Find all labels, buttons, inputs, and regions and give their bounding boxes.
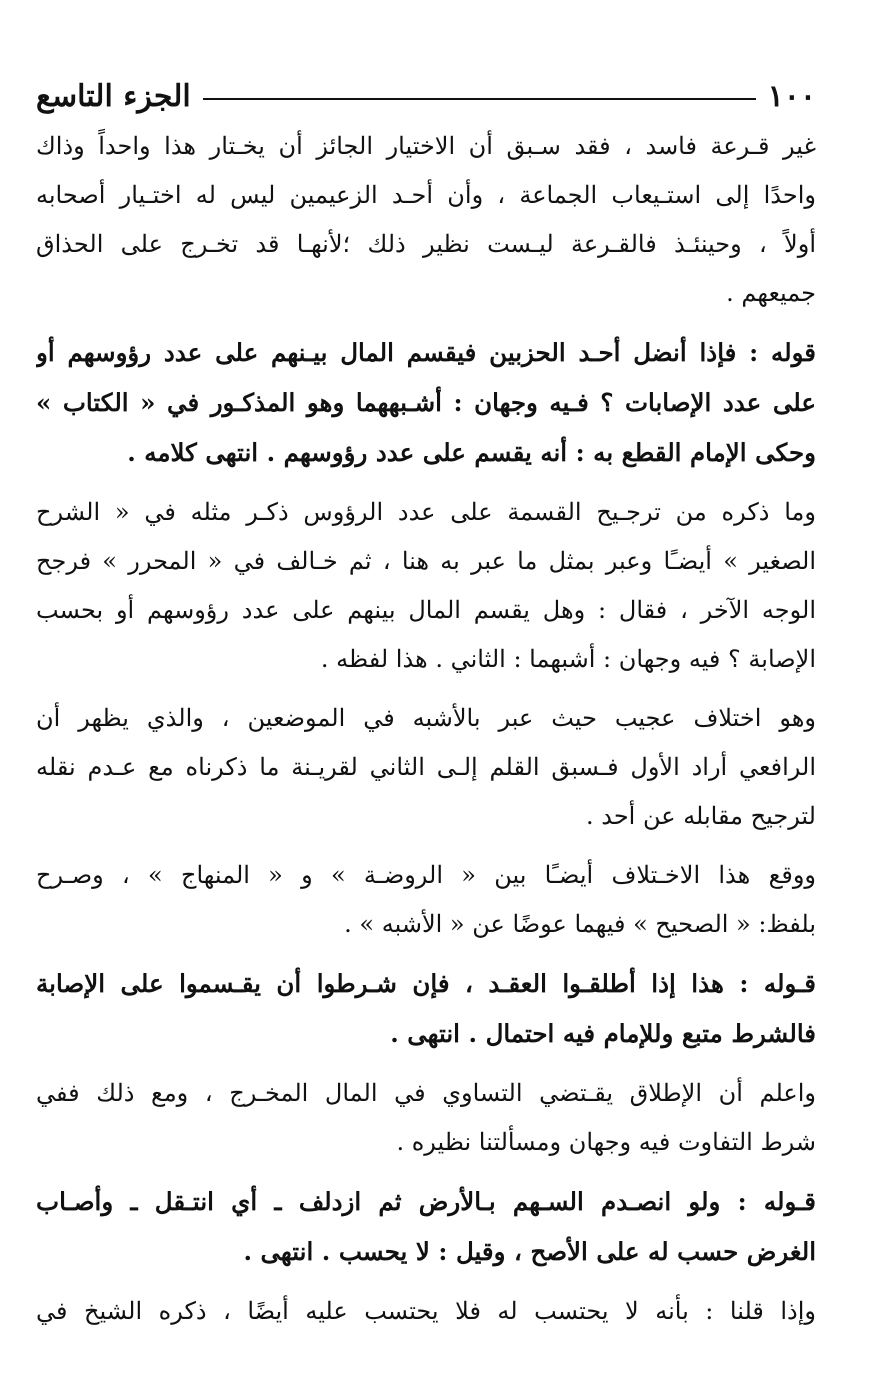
quote-line: فالشرط متبع وللإمام فيه احتمال . انتهى . — [390, 1019, 816, 1048]
page-number: ١٠٠ — [767, 78, 816, 114]
quote-paragraph — [36, 1177, 816, 1277]
text-line: لترجيح مقابله عن أحد . — [585, 802, 816, 830]
paragraph — [36, 1069, 816, 1167]
quote-line: قـوله : ولو انصـدم السـهم بـالأرض ثم ازدلف ـ أي انتـقل ـ وأصـاب — [36, 1187, 816, 1216]
part-title: الجزء التاسع — [36, 78, 191, 114]
text-line: وما ذكره من ترجـيح القسمة على عدد الرؤوس ذكـر مثله في « الشرح — [36, 498, 816, 526]
quote-line: قـوله : هذا إذا أطلقـوا العقـد ، فإن شـرطوا أن يقـسموا على الإصابة — [36, 969, 816, 998]
quote-paragraph — [36, 328, 816, 478]
text-line: ووقع هذا الاخـتلاف أيضـًا بين « الروضـة » و « المنهاج » ، وصـرح — [36, 861, 816, 889]
quote-paragraph — [36, 959, 816, 1059]
text-line: واعلم أن الإطلاق يقـتضي التساوي في المال المخـرج ، ومع ذلك ففي — [36, 1079, 816, 1107]
text-line: وهو اختلاف عجيب حيث عبر بالأشبه في الموضعين ، والذي يظهر أن — [36, 704, 816, 732]
text-line: أولاً ، وحينئـذ فالقـرعة ليـست نظير ذلك ؛لأنهـا قد تخـرج على الحذاق — [36, 230, 816, 258]
paragraph — [36, 122, 816, 318]
text-line: وإذا قلنا : بأنه لا يحتسب له فلا يحتسب عليه أيضًا ، ذكره الشيخ في — [36, 1297, 816, 1325]
quote-line: على عدد الإصابات ؟ فـيه وجهان : أشـبههما وهو المذكـور في « الكتاب » — [36, 388, 816, 417]
text-line: بلفظ: « الصحيح » فيهما عوضًا عن « الأشبه » . — [344, 910, 816, 938]
quote-line: قوله : فإذا أنضل أحـد الحزبين فيقسم المال بيـنهم على عدد رؤوسهم أو — [36, 338, 816, 367]
text-line: الإصابة ؟ فيه وجهان : أشبهما : الثاني . هذا لفظه . — [320, 645, 816, 673]
paragraph — [36, 694, 816, 841]
text-line: واحدًا إلى استـيعاب الجماعة ، وأن أحـد الزعيمين ليس له اختـيار أصحابه — [36, 181, 816, 209]
quote-line: الغرض حسب له على الأصح ، وقيل : لا يحسب . انتهى . — [243, 1237, 816, 1266]
paragraph — [36, 851, 816, 949]
quote-line: وحكى الإمام القطع به : أنه يقسم على عدد رؤوسهم . انتهى كلامه . — [127, 438, 816, 467]
text-line: شرط التفاوت فيه وجهان ومسألتنا نظيره . — [396, 1128, 816, 1156]
header-rule — [203, 98, 756, 100]
text-line: جميعهم . — [726, 279, 816, 307]
paragraph — [36, 488, 816, 684]
running-header — [36, 70, 816, 122]
text-line: الرافعي أراد الأول فـسبق القلم إلـى الثاني لقريـنة ما ذكرناه مع عـدم نقله — [36, 753, 816, 781]
text-line: الصغير » أيضـًا وعبر بمثل ما عبر به هنا ، ثم خـالف في « المحرر » فرجح — [36, 547, 816, 575]
paragraph — [36, 1287, 816, 1336]
text-line: غير قـرعة فاسد ، فقد سـبق أن الاختيار الجائز أن يخـتار هذا واحداً وذاك — [36, 132, 816, 160]
document-page — [36, 70, 816, 1336]
text-line: الوجه الآخر ، فقال : وهل يقسم المال بينهم على عدد رؤوسهم أو بحسب — [36, 596, 816, 624]
